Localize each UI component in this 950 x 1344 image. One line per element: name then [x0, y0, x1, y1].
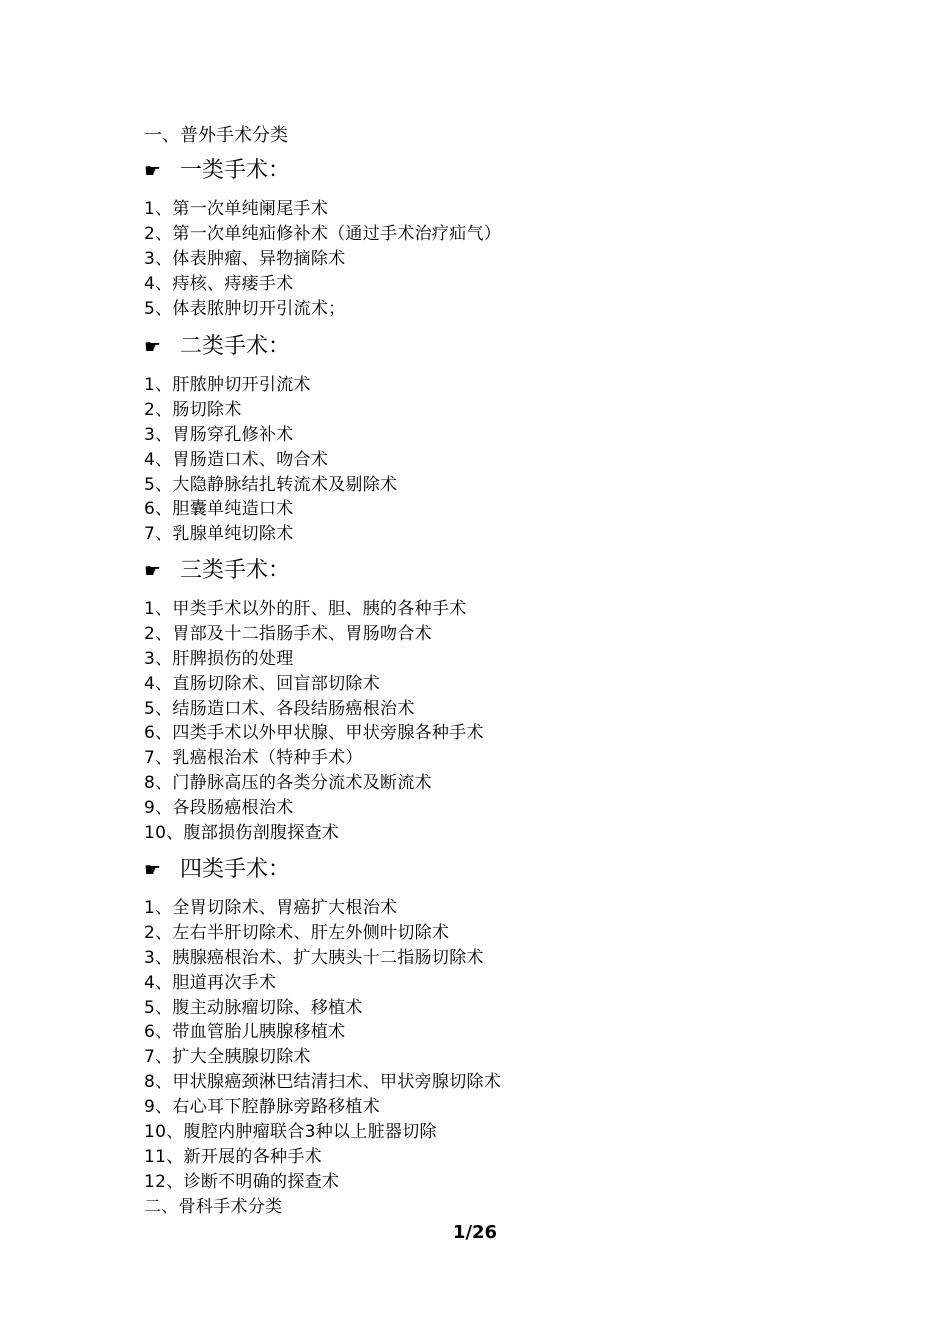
section-class-4 [144, 853, 864, 1220]
list-item: 5、结肠造口术、各段结肠癌根治术 [144, 698, 415, 719]
section-class-1 [144, 154, 864, 321]
list-item: 12、诊断不明确的探查术 [144, 1171, 340, 1192]
list-item: 11、新开展的各种手术 [144, 1146, 322, 1167]
list-item: 8、甲状腺癌颈淋巴结清扫术、甲状旁腺切除术 [144, 1072, 502, 1093]
list-item: 9、各段肠癌根治术 [144, 798, 294, 819]
list-item: 5、体表脓肿切开引流术； [144, 298, 346, 319]
list-item: 6、带血管胎儿胰腺移植术 [144, 1022, 346, 1043]
list-item: 4、直肠切除术、回盲部切除术 [144, 673, 381, 694]
list-item: 4、痔核、痔瘘手术 [144, 273, 294, 294]
list-item: 3、体表肿瘤、异物摘除术 [144, 248, 346, 269]
list-item: 4、胃肠造口术、吻合术 [144, 449, 329, 470]
list-item: 1、全胃切除术、胃癌扩大根治术 [144, 898, 398, 918]
section-heading-text: 二类手术： [180, 334, 291, 359]
list-item: 10、腹部损伤剖腹探查术 [144, 823, 340, 844]
list-item: 1、甲类手术以外的肝、胆、胰的各种手术 [144, 599, 467, 619]
page-number: 1/26 [452, 1222, 498, 1243]
section-heading-text: 四类手术： [180, 857, 291, 882]
section-heading [144, 853, 864, 887]
section-class-2 [144, 330, 864, 547]
list-item: 3、胰腺癌根治术、扩大胰头十二指肠切除术 [144, 947, 484, 968]
section-heading-text: 三类手术： [180, 558, 291, 583]
list-item: 2、胃部及十二指肠手术、胃肠吻合术 [144, 623, 432, 644]
list-item: 7、扩大全胰腺切除术 [144, 1047, 311, 1068]
list-item: 1、肝脓肿切开引流术 [144, 375, 311, 395]
pointing-hand-icon: ☛ [144, 160, 162, 182]
list-item: 2、第一次单纯疝修补术（通过手术治疗疝气） [144, 223, 502, 244]
list-item: 4、胆道再次手术 [144, 972, 277, 993]
list-item: 10、腹腔内肿瘤联合3种以上脏器切除 [144, 1122, 437, 1143]
section-heading [144, 554, 864, 588]
list-item: 2、左右半肝切除术、肝左外侧叶切除术 [144, 922, 450, 943]
list-item: 3、肝脾损伤的处理 [144, 648, 294, 669]
list-item: 8、门静脉高压的各类分流术及断流术 [144, 773, 432, 794]
list-item: 6、胆囊单纯造口术 [144, 499, 294, 520]
pointing-hand-icon: ☛ [144, 560, 162, 582]
section-heading [144, 330, 864, 364]
pointing-hand-icon: ☛ [144, 336, 162, 358]
list-item: 5、大隐静脉结扎转流术及剔除术 [144, 474, 398, 495]
list-item: 3、胃肠穿孔修补术 [144, 424, 294, 445]
list-item: 6、四类手术以外甲状腺、甲状旁腺各种手术 [144, 723, 484, 744]
list-item: 2、肠切除术 [144, 399, 242, 420]
list-item: 5、腹主动脉瘤切除、移植术 [144, 997, 363, 1018]
list-item: 7、乳癌根治术（特种手术） [144, 748, 363, 769]
list-item: 1、第一次单纯阑尾手术 [144, 199, 329, 219]
section-heading [144, 154, 864, 188]
page-title: 一、普外手术分类 [144, 125, 288, 146]
section-heading-text: 一类手术： [180, 158, 291, 183]
section-class-3 [144, 554, 864, 846]
list-item: 9、右心耳下腔静脉旁路移植术 [144, 1097, 381, 1118]
next-section-title: 二、骨科手术分类 [144, 1196, 283, 1217]
list-item: 7、乳腺单纯切除术 [144, 524, 294, 545]
pointing-hand-icon: ☛ [144, 859, 162, 881]
